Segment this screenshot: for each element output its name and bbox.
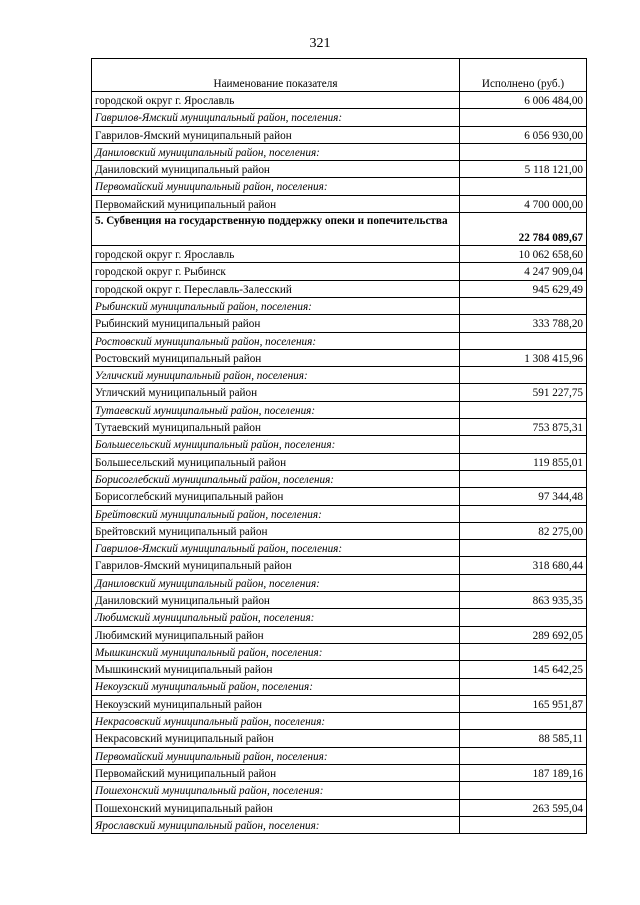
table-row bbox=[92, 470, 587, 487]
table-row bbox=[92, 161, 587, 178]
table-row bbox=[92, 609, 587, 626]
executed-amount: 5 118 121,00 bbox=[460, 161, 587, 178]
indicator-name: Даниловский муниципальный район bbox=[92, 161, 460, 178]
executed-amount bbox=[460, 401, 587, 418]
section-subheading: Борисоглебский муниципальный район, поселения: bbox=[92, 470, 460, 487]
indicator-name: городской округ г. Ярославль bbox=[92, 246, 460, 263]
executed-amount: 1 308 415,96 bbox=[460, 349, 587, 366]
indicator-name: Рыбинский муниципальный район bbox=[92, 315, 460, 332]
table-row bbox=[92, 592, 587, 609]
executed-amount: 591 227,75 bbox=[460, 384, 587, 401]
table-row bbox=[92, 280, 587, 297]
executed-amount: 119 855,01 bbox=[460, 453, 587, 470]
table-row bbox=[92, 782, 587, 799]
executed-amount: 22 784 089,67 bbox=[460, 213, 587, 246]
executed-amount bbox=[460, 747, 587, 764]
table-row bbox=[92, 126, 587, 143]
executed-amount: 145 642,25 bbox=[460, 661, 587, 678]
section-subheading: Пошехонский муниципальный район, поселения: bbox=[92, 782, 460, 799]
table-row bbox=[92, 453, 587, 470]
table-body bbox=[92, 92, 587, 834]
section-subheading: Некрасовский муниципальный район, поселения: bbox=[92, 713, 460, 730]
table-row bbox=[92, 522, 587, 539]
section-subheading: Первомайский муниципальный район, поселения: bbox=[92, 178, 460, 195]
section-subheading: Любимский муниципальный район, поселения: bbox=[92, 609, 460, 626]
indicator-name: Ростовский муниципальный район bbox=[92, 349, 460, 366]
indicator-name: Мышкинский муниципальный район bbox=[92, 661, 460, 678]
table-row bbox=[92, 643, 587, 660]
table-row bbox=[92, 678, 587, 695]
table-row bbox=[92, 419, 587, 436]
table-row bbox=[92, 349, 587, 366]
table-row bbox=[92, 246, 587, 263]
table-row bbox=[92, 263, 587, 280]
executed-amount: 4 700 000,00 bbox=[460, 195, 587, 212]
table-row bbox=[92, 557, 587, 574]
executed-amount bbox=[460, 505, 587, 522]
indicator-name: Любимский муниципальный район bbox=[92, 626, 460, 643]
indicator-name: Гаврилов-Ямский муниципальный район bbox=[92, 557, 460, 574]
executed-amount bbox=[460, 178, 587, 195]
section-subheading: Гаврилов-Ямский муниципальный район, поселения: bbox=[92, 540, 460, 557]
section-subheading: Брейтовский муниципальный район, поселения: bbox=[92, 505, 460, 522]
indicator-name: Борисоглебский муниципальный район bbox=[92, 488, 460, 505]
executed-amount: 263 595,04 bbox=[460, 799, 587, 816]
executed-amount bbox=[460, 436, 587, 453]
section-subheading: Рыбинский муниципальный район, поселения: bbox=[92, 297, 460, 314]
table-row bbox=[92, 92, 587, 109]
section-subheading: Ростовский муниципальный район, поселения: bbox=[92, 332, 460, 349]
section-subheading: Даниловский муниципальный район, поселения: bbox=[92, 143, 460, 160]
executed-amount: 863 935,35 bbox=[460, 592, 587, 609]
table-row bbox=[92, 213, 587, 246]
executed-amount bbox=[460, 332, 587, 349]
table-row bbox=[92, 367, 587, 384]
section-subheading: Первомайский муниципальный район, поселения: bbox=[92, 747, 460, 764]
indicator-name: Угличский муниципальный район bbox=[92, 384, 460, 401]
executed-amount: 318 680,44 bbox=[460, 557, 587, 574]
executed-amount bbox=[460, 643, 587, 660]
table-row bbox=[92, 540, 587, 557]
indicator-name: Первомайский муниципальный район bbox=[92, 195, 460, 212]
indicator-name: Пошехонский муниципальный район bbox=[92, 799, 460, 816]
table-row bbox=[92, 816, 587, 833]
executed-amount: 289 692,05 bbox=[460, 626, 587, 643]
table-row bbox=[92, 695, 587, 712]
executed-amount: 88 585,11 bbox=[460, 730, 587, 747]
executed-amount bbox=[460, 678, 587, 695]
table-row bbox=[92, 178, 587, 195]
executed-amount bbox=[460, 609, 587, 626]
executed-amount bbox=[460, 782, 587, 799]
executed-amount bbox=[460, 470, 587, 487]
executed-amount: 165 951,87 bbox=[460, 695, 587, 712]
table-row bbox=[92, 384, 587, 401]
indicator-name: Брейтовский муниципальный район bbox=[92, 522, 460, 539]
executed-amount bbox=[460, 574, 587, 591]
indicator-name: Гаврилов-Ямский муниципальный район bbox=[92, 126, 460, 143]
table-row bbox=[92, 747, 587, 764]
table-row bbox=[92, 436, 587, 453]
table-row bbox=[92, 626, 587, 643]
executed-amount: 10 062 658,60 bbox=[460, 246, 587, 263]
table-row bbox=[92, 505, 587, 522]
executed-amount bbox=[460, 540, 587, 557]
column-header-name: Наименование показателя bbox=[92, 59, 460, 92]
indicator-name: городской округ г. Переславль-Залесский bbox=[92, 280, 460, 297]
executed-amount bbox=[460, 713, 587, 730]
indicator-name: городской округ г. Ярославль bbox=[92, 92, 460, 109]
table-row bbox=[92, 764, 587, 781]
page-number: 321 bbox=[309, 36, 331, 51]
table-row bbox=[92, 488, 587, 505]
table-row bbox=[92, 297, 587, 314]
executed-amount: 82 275,00 bbox=[460, 522, 587, 539]
section-subheading: Тутаевский муниципальный район, поселения: bbox=[92, 401, 460, 418]
executed-amount: 4 247 909,04 bbox=[460, 263, 587, 280]
table-header-row bbox=[92, 59, 587, 92]
table-row bbox=[92, 574, 587, 591]
table-row bbox=[92, 401, 587, 418]
table-row bbox=[92, 143, 587, 160]
executed-amount bbox=[460, 816, 587, 833]
table-row bbox=[92, 713, 587, 730]
column-header-value: Исполнено (руб.) bbox=[460, 59, 587, 92]
indicator-name: Даниловский муниципальный район bbox=[92, 592, 460, 609]
indicator-name: Тутаевский муниципальный район bbox=[92, 419, 460, 436]
report-table bbox=[91, 58, 587, 834]
executed-amount bbox=[460, 367, 587, 384]
table-row bbox=[92, 332, 587, 349]
executed-amount: 6 006 484,00 bbox=[460, 92, 587, 109]
indicator-name: Некрасовский муниципальный район bbox=[92, 730, 460, 747]
indicator-name: Некоузский муниципальный район bbox=[92, 695, 460, 712]
table-row bbox=[92, 661, 587, 678]
table-row bbox=[92, 109, 587, 126]
executed-amount: 187 189,16 bbox=[460, 764, 587, 781]
indicator-name: 5. Субвенция на государственную поддержку опеки и попечительства bbox=[92, 213, 460, 246]
executed-amount: 945 629,49 bbox=[460, 280, 587, 297]
executed-amount bbox=[460, 109, 587, 126]
section-subheading: Гаврилов-Ямский муниципальный район, поселения: bbox=[92, 109, 460, 126]
executed-amount: 333 788,20 bbox=[460, 315, 587, 332]
section-subheading: Даниловский муниципальный район, поселения: bbox=[92, 574, 460, 591]
table-row bbox=[92, 195, 587, 212]
indicator-name: Первомайский муниципальный район bbox=[92, 764, 460, 781]
executed-amount: 6 056 930,00 bbox=[460, 126, 587, 143]
indicator-name: Большесельский муниципальный район bbox=[92, 453, 460, 470]
table-row bbox=[92, 799, 587, 816]
executed-amount: 97 344,48 bbox=[460, 488, 587, 505]
table-row bbox=[92, 315, 587, 332]
executed-amount bbox=[460, 297, 587, 314]
section-subheading: Большесельский муниципальный район, поселения: bbox=[92, 436, 460, 453]
table-row bbox=[92, 730, 587, 747]
executed-amount bbox=[460, 143, 587, 160]
section-subheading: Ярославский муниципальный район, поселения: bbox=[92, 816, 460, 833]
section-subheading: Мышкинский муниципальный район, поселения: bbox=[92, 643, 460, 660]
section-subheading: Некоузский муниципальный район, поселения: bbox=[92, 678, 460, 695]
section-subheading: Угличский муниципальный район, поселения: bbox=[92, 367, 460, 384]
indicator-name: городской округ г. Рыбинск bbox=[92, 263, 460, 280]
executed-amount: 753 875,31 bbox=[460, 419, 587, 436]
